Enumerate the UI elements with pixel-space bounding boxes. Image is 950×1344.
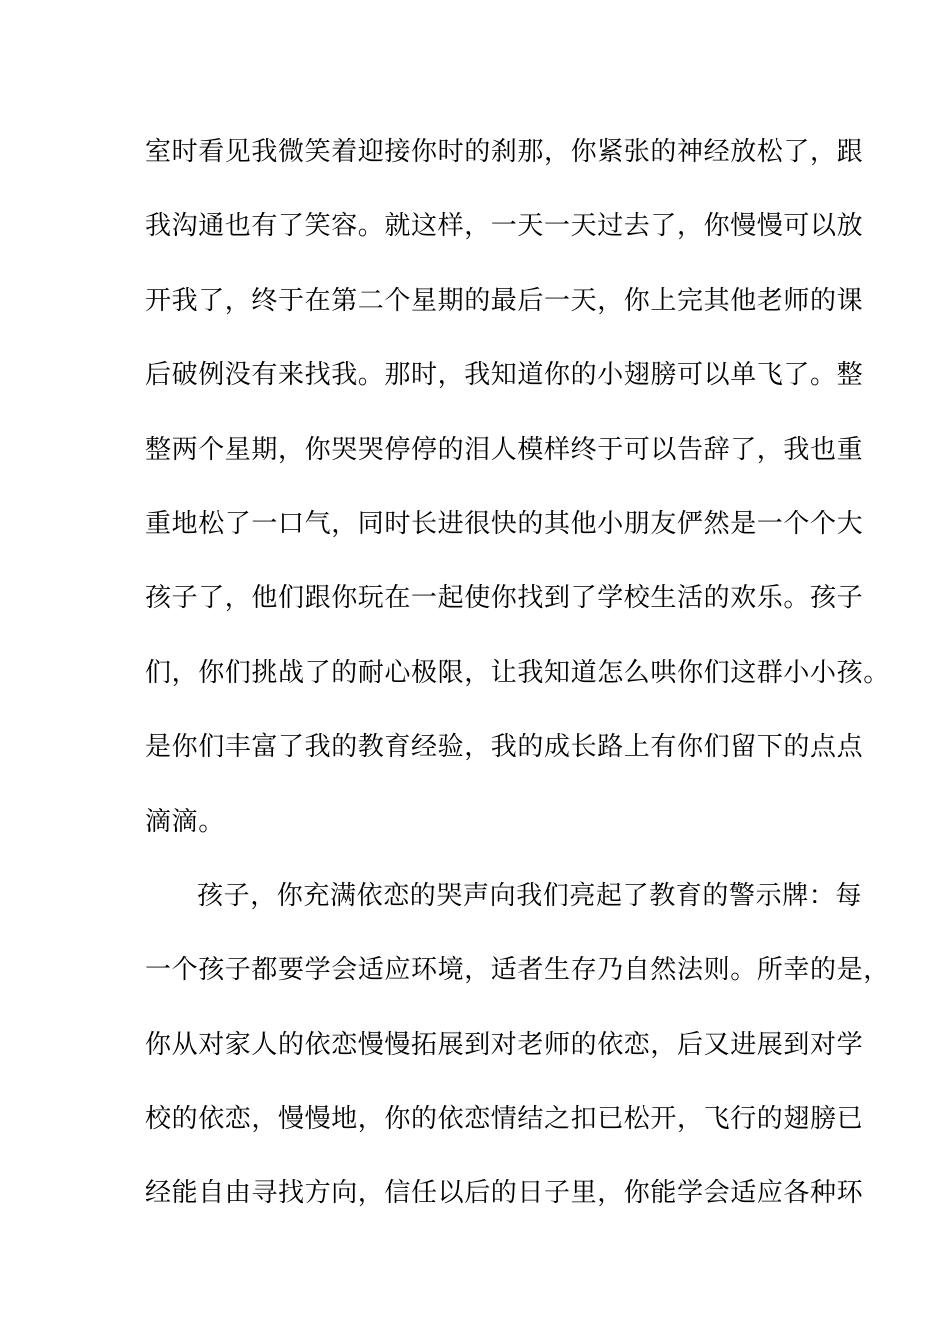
paragraph-1 <box>145 130 890 874</box>
text-line: 整两个星期，你哭哭停停的泪人模样终于可以告辞了，我也重 <box>145 434 864 465</box>
body-text <box>145 130 890 1246</box>
text-line: 滴滴。 <box>145 806 225 837</box>
text-line: 重地松了一口气，同时长进很快的其他小朋友俨然是一个个大 <box>145 508 864 539</box>
text-line: 一个孩子都要学会适应环境，适者生存乃自然法则。所幸的是， <box>145 955 890 986</box>
text-line: 校的依恋，慢慢地，你的依恋情结之扣已松开，飞行的翅膀已 <box>145 1104 864 1135</box>
text-line: 经能自由寻找方向，信任以后的日子里，你能学会适应各种环 <box>145 1178 864 1209</box>
text-line: 室时看见我微笑着迎接你时的刹那，你紧张的神经放松了，跟 <box>145 137 864 167</box>
text-line: 孩子了，他们跟你玩在一起使你找到了学校生活的欢乐。孩子 <box>145 583 864 614</box>
text-line-indented: 孩子，你充满依恋的哭声向我们亮起了教育的警示牌：每 <box>197 880 863 911</box>
text-line: 是你们丰富了我的教育经验，我的成长路上有你们留下的点点 <box>145 732 864 763</box>
text-line: 后破例没有来找我。那时，我知道你的小翅膀可以单飞了。整 <box>145 360 864 391</box>
text-line: 们，你们挑战了的耐心极限，让我知道怎么哄你们这群小小孩。 <box>145 657 890 688</box>
text-line: 开我了，终于在第二个星期的最后一天，你上完其他老师的课 <box>145 285 864 316</box>
text-line: 我沟通也有了笑容。就这样，一天一天过去了，你慢慢可以放 <box>145 211 864 242</box>
text-line: 你从对家人的依恋慢慢拓展到对老师的依恋，后又进展到对学 <box>145 1029 864 1060</box>
paragraph-2 <box>145 874 890 1246</box>
